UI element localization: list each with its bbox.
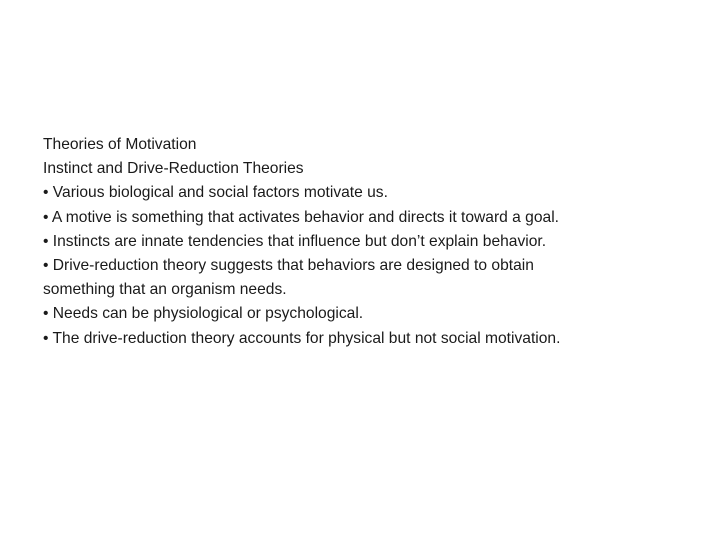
bullet-line: • Instincts are innate tendencies that influence but don’t explain behavior.: [43, 232, 547, 250]
slide-subtitle: Instinct and Drive-Reduction Theories: [43, 160, 304, 178]
bullet-line: • Drive-reduction theory suggests that behaviors are designed to obtain: [43, 257, 534, 275]
slide-text-block: [43, 133, 683, 351]
slide-title: Theories of Motivation: [43, 136, 197, 153]
bullet-line: • A motive is something that activates behavior and directs it toward a goal.: [43, 208, 559, 226]
bullet-line: • The drive-reduction theory accounts for physical but not social motivation.: [43, 329, 561, 347]
bullet-line: • Needs can be physiological or psychological.: [43, 305, 364, 323]
bullet-continuation-line: something that an organism needs.: [43, 281, 287, 299]
bullet-line: • Various biological and social factors motivate us.: [43, 184, 388, 202]
